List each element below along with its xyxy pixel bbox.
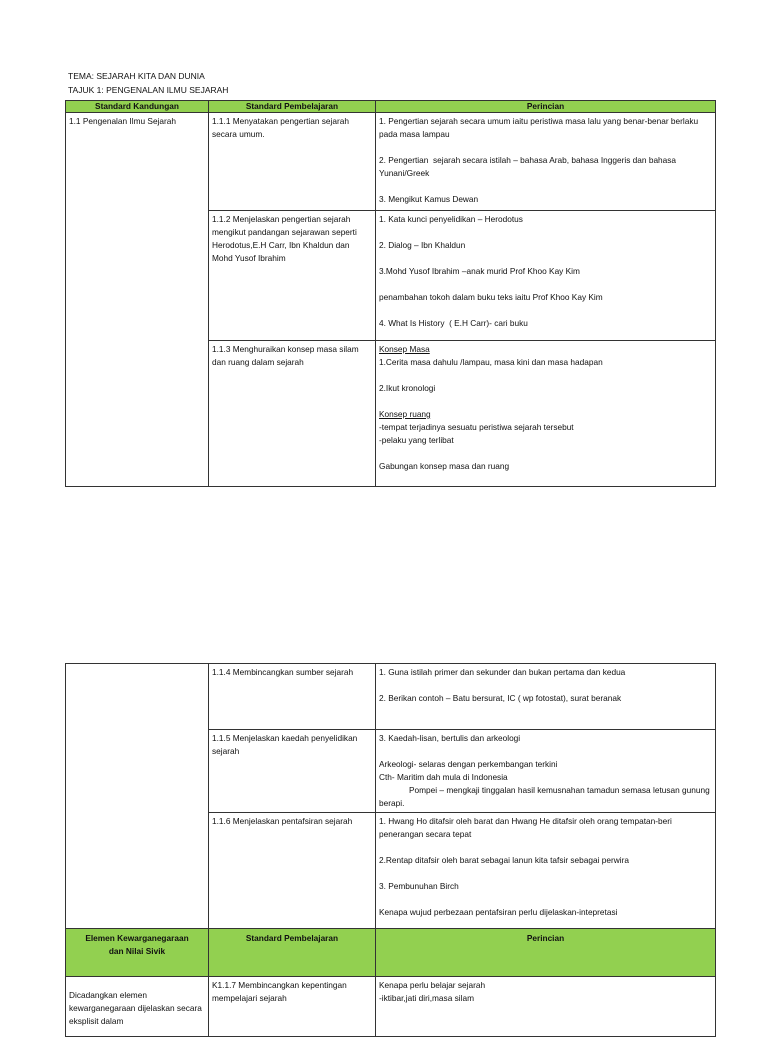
standard-pembelajaran-cell: K1.1.7 Membincangkan kepentingan mempelajari sejarah [209,977,376,1037]
table-row [66,664,716,730]
konsep-masa-heading: Konsep Masa [379,344,430,354]
standard-pembelajaran-cell: 1.1.2 Menjelaskan pengertian sejarah mengikut pandangan sejarawan seperti Herodotus,E.H Carr, Ibn Khaldun dan Mohd Yusof Ibrahim [209,211,376,341]
standard-kandungan-cell: 1.1 Pengenalan Ilmu Sejarah [66,113,209,487]
topic-heading: TAJUK 1: PENGENALAN ILMU SEJARAH [68,85,229,95]
perincian-cell: 1. Guna istilah primer dan sekunder dan bukan pertama dan kedua 2. Berikan contoh – Batu bersurat, IC ( wp fotostat), surat beranak [376,664,716,730]
column-header-elemen: Elemen Kewarganegaraan dan Nilai Sivik [66,929,209,977]
konsep-ruang-heading: Konsep ruang [379,409,431,419]
syllabus-table-1 [65,100,716,487]
standard-kandungan-cell [66,664,209,929]
syllabus-table-2 [65,663,716,1037]
column-header-standard-pembelajaran: Standard Pembelajaran [209,101,376,113]
table-row [66,977,716,1037]
perincian-cell: 3. Kaedah-lisan, bertulis dan arkeologi Arkeologi- selaras dengan perkembangan terkini Cth- Maritim dah mula di Indonesia Pompei – mengkaji tinggalan hasil kemusnahan tamadun semasa letusan gunung berapi. [376,730,716,813]
elemen-cell: Dicadangkan elemen kewarganegaraan dijelaskan secara eksplisit dalam [66,977,209,1037]
perincian-cell: Konsep Masa 1.Cerita masa dahulu /lampau, masa kini dan masa hadapan 2.Ikut kronologi Konsep ruang -tempat terjadinya sesuatu peristiwa sejarah tersebut -pelaku yang terlibat Gabungan konsep masa dan ruang [376,341,716,487]
perincian-cell: 1. Hwang Ho ditafsir oleh barat dan Hwang He ditafsir oleh orang tempatan-beri penerangan secara tepat 2.Rentap ditafsir oleh barat sebagai lanun kita tafsir sebagai perwira 3. Pembunuhan Birch Kenapa wujud perbezaan pentafsiran perlu dijelaskan-intepretasi [376,813,716,929]
column-header-standard-kandungan: Standard Kandungan [66,101,209,113]
theme-heading: TEMA: SEJARAH KITA DAN DUNIA [68,71,205,81]
standard-pembelajaran-cell: 1.1.6 Menjelaskan pentafsiran sejarah [209,813,376,929]
table-row [66,113,716,211]
standard-pembelajaran-cell: 1.1.3 Menghuraikan konsep masa silam dan ruang dalam sejarah [209,341,376,487]
column-header-perincian: Perincian [376,929,716,977]
perincian-cell: 1. Pengertian sejarah secara umum iaitu peristiwa masa lalu yang benar-benar berlaku pada masa lampau 2. Pengertian sejarah secara istilah – bahasa Arab, bahasa Inggeris dan bahasa Yunani/Greek 3. Mengikut Kamus Dewan [376,113,716,211]
standard-pembelajaran-cell: 1.1.4 Membincangkan sumber sejarah [209,664,376,730]
perincian-cell: 1. Kata kunci penyelidikan – Herodotus 2. Dialog – Ibn Khaldun 3.Mohd Yusof Ibrahim –anak murid Prof Khoo Kay Kim penambahan tokoh dalam buku teks iaitu Prof Khoo Kay Kim 4. What Is History ( E.H Carr)- cari buku [376,211,716,341]
perincian-cell: Kenapa perlu belajar sejarah -iktibar,jati diri,masa silam [376,977,716,1037]
standard-pembelajaran-cell: 1.1.5 Menjelaskan kaedah penyelidikan sejarah [209,730,376,813]
column-header-standard-pembelajaran: Standard Pembelajaran [209,929,376,977]
standard-pembelajaran-cell: 1.1.1 Menyatakan pengertian sejarah secara umum. [209,113,376,211]
column-header-perincian: Perincian [376,101,716,113]
